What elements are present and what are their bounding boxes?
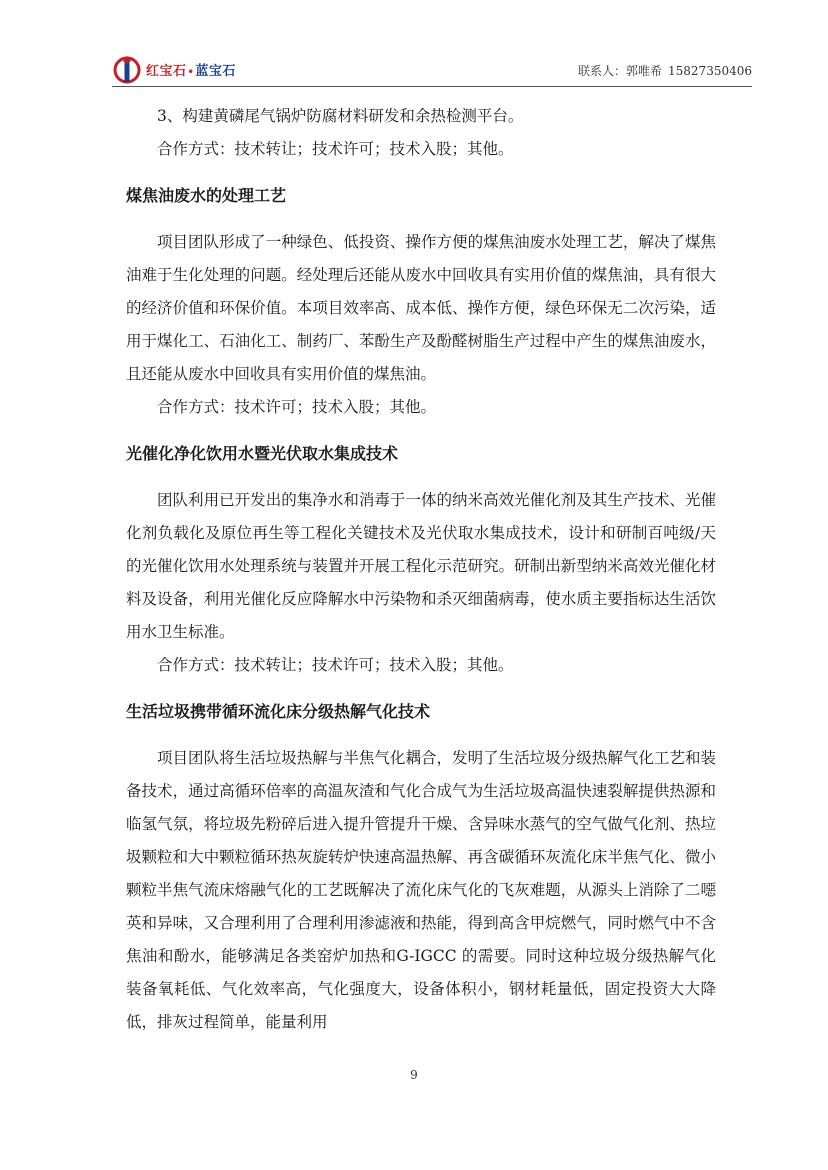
contact-info — [572, 62, 752, 79]
logo-text-red: 红宝石 — [146, 63, 187, 79]
page-number: 9 — [410, 1068, 418, 1082]
document-body — [126, 100, 716, 1039]
section-cooperation-coal-tar: 合作方式：技术许可；技术入股；其他。 — [157, 398, 437, 416]
logo-emblem-icon — [112, 54, 142, 84]
section-title-photocatalysis: 光催化净化饮用水暨光伏取水集成技术 — [126, 444, 399, 463]
contact-label: 联系人：郭唯希 — [578, 64, 663, 78]
section-body-coal-tar: 项目团队形成了一种绿色、低投资、操作方便的煤焦油废水处理工艺，解决了煤焦油难于生化处理的问题。经处理后还能从废水中回收具有实用价值的煤焦油，具有很大的经济价值和环保价值。本项目效率高、成本低、操作方便，绿色环保无二次污染，适用于煤化工、石油化工、制药厂、苯酚生产及酚醛树脂生产过程中产生的煤焦油废水，且还能从废水中回收具有实用价值的煤焦油。 — [126, 233, 716, 383]
section-body-waste-gasification: 项目团队将生活垃圾热解与半焦气化耦合，发明了生活垃圾分级热解气化工艺和装备技术，通过高循环倍率的高温灰渣和气化合成气为生活垃圾高温快速裂解提供热源和临氢气氛，将垃圾先粉碎后进入提升管提升干燥、含异味水蒸气的空气做气化剂、热垃圾颗粒和大中颗粒循环热灰旋转炉快速高温热解、再含碳循环灰流化床半焦气化、微小颗粒半焦气流床熔融气化的工艺既解决了流化床气化的飞灰难题，从源头上消除了二噁英和异味，又合理利用了合理利用渗滤液和热能，得到高含甲烷燃气，同时燃气中不含焦油和酚水，能够满足各类窑炉加热和G-IGCC 的需要。同时这种垃圾分级热解气化装备氧耗低、气化效率高，气化强度大，设备体积小，钢材耗量低，固定投资大大降低，排灰过程简单，能量利用 — [126, 749, 716, 1031]
section-body-photocatalysis: 团队利用已开发出的集净水和消毒于一体的纳米高效光催化剂及其生产技术、光催化剂负载化及原位再生等工程化关键技术及光伏取水集成技术，设计和研制百吨级/天的光催化饮用水处理系统与装置并开展工程化示范研究。研制出新型纳米高效光催化材料及设备，利用光催化反应降解水中污染物和杀灭细菌病毒，使水质主要指标达生活饮用水卫生标准。 — [126, 491, 716, 641]
intro-item-3: 3、构建黄磷尾气锅炉防腐材料研发和余热检测平台。 — [157, 107, 524, 125]
intro-cooperation: 合作方式：技术转让；技术许可；技术入股；其他。 — [157, 140, 514, 158]
section-title-coal-tar: 煤焦油废水的处理工艺 — [126, 186, 287, 205]
section-cooperation-photocatalysis: 合作方式：技术转让；技术许可；技术入股；其他。 — [157, 656, 514, 674]
contact-phone: 15827350406 — [668, 64, 752, 78]
page-header — [112, 52, 752, 86]
company-logo — [112, 54, 236, 84]
logo-text-blue: 蓝宝石 — [195, 63, 236, 79]
logo-separator: • — [187, 66, 195, 78]
header-divider — [112, 86, 752, 87]
section-title-waste-gasification: 生活垃圾携带循环流化床分级热解气化技术 — [126, 702, 431, 721]
